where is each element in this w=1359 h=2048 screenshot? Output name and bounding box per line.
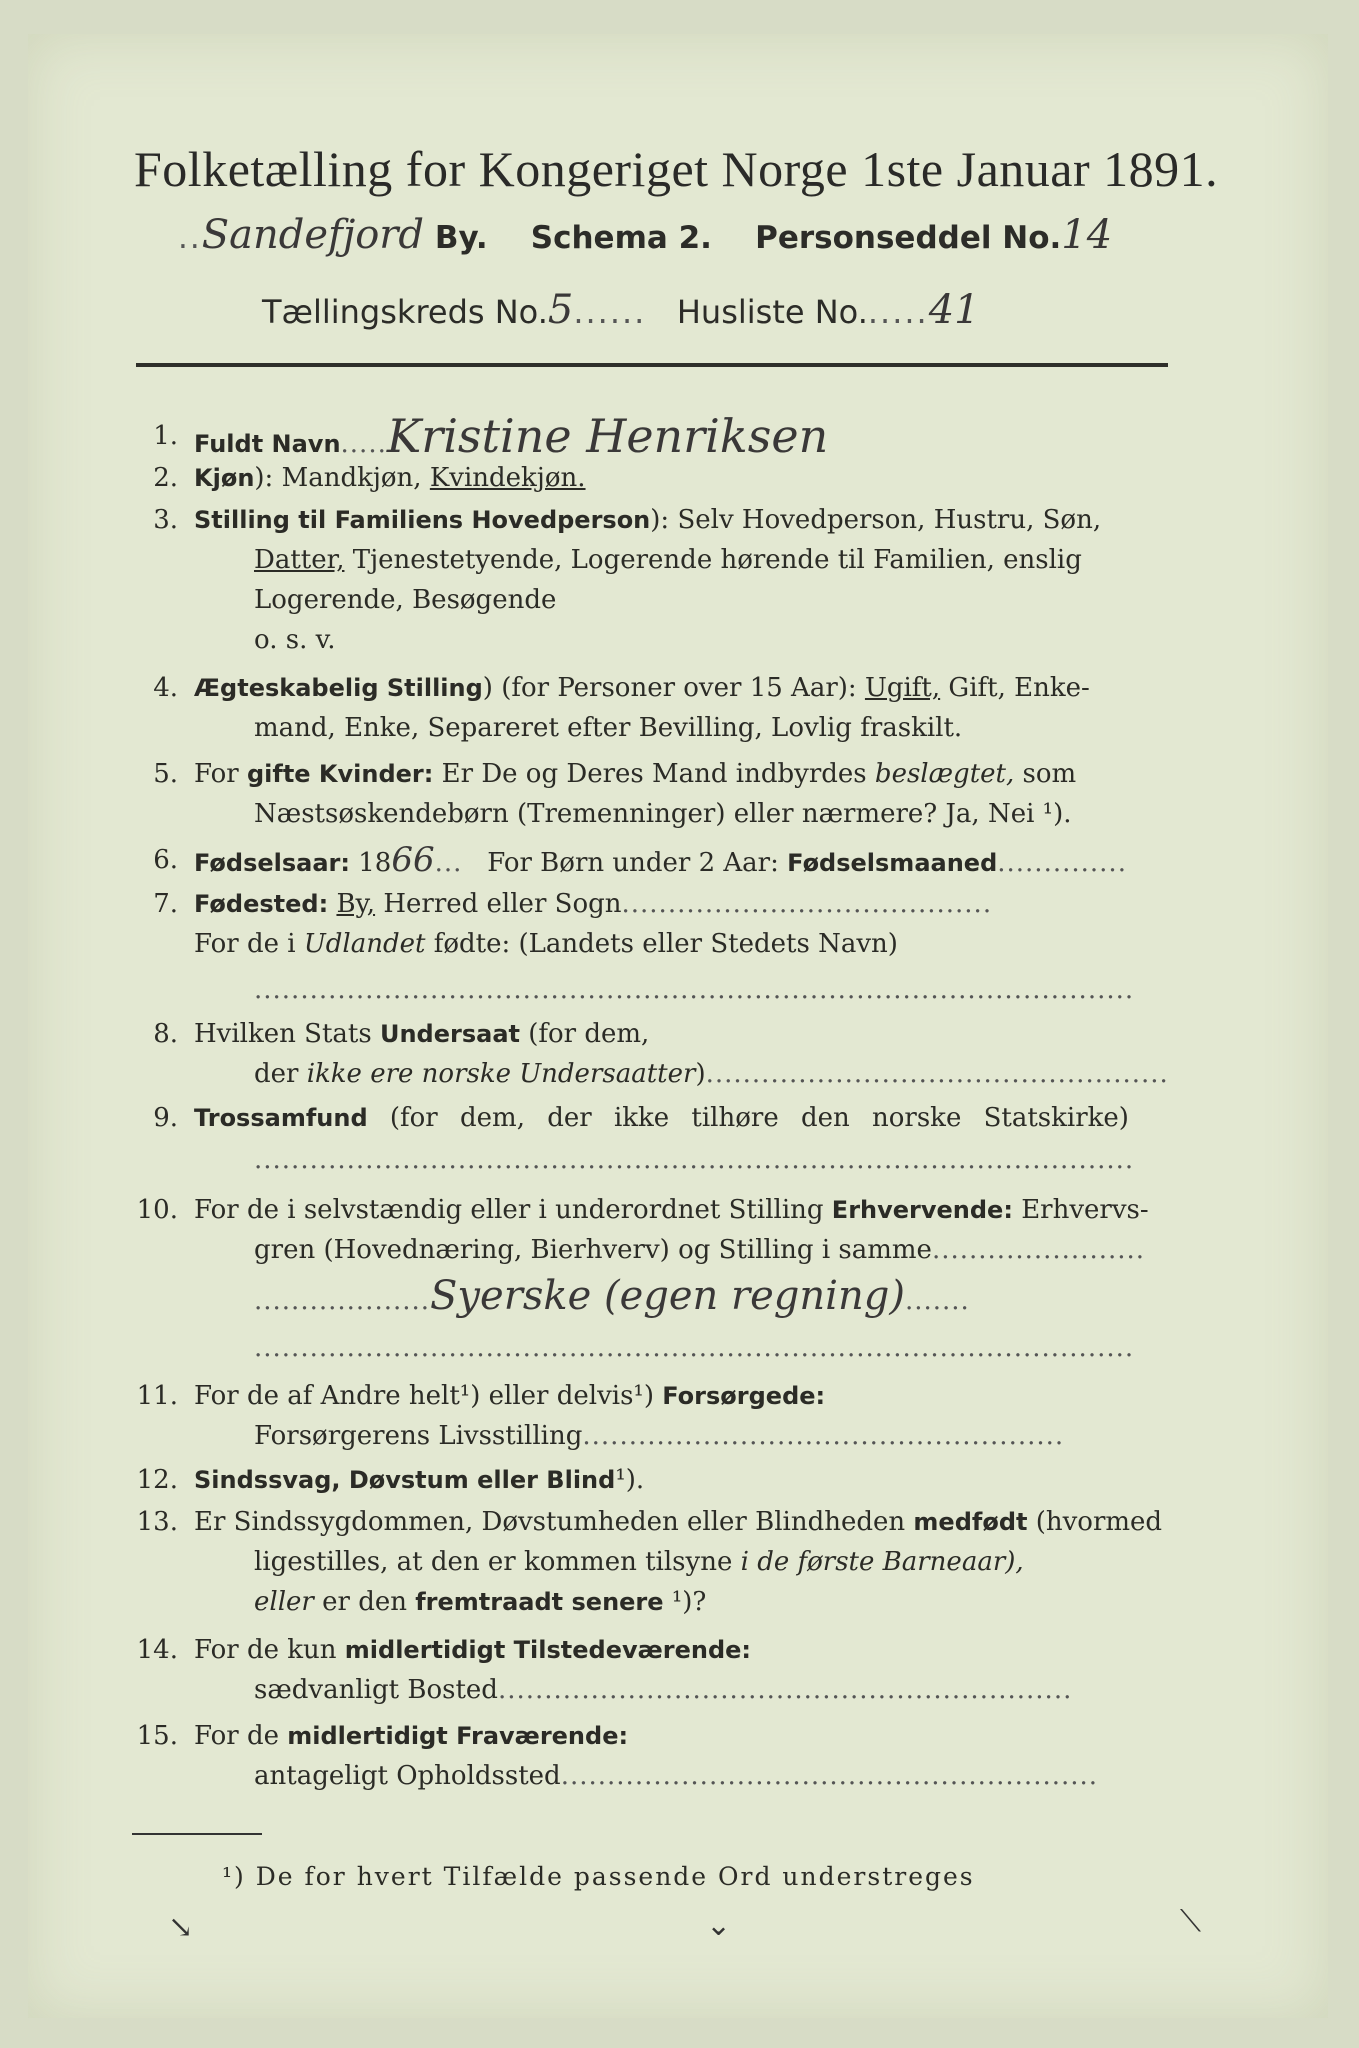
husliste-label: Husliste No. <box>676 293 868 331</box>
label-erhvervende: Erhvervende: <box>831 1196 1013 1224</box>
place-handwritten: Sandefjord <box>201 212 425 258</box>
by-label: By. <box>434 220 488 256</box>
form-title: Folketælling for Kongeriget Norge 1ste Januar 1891. <box>134 141 1219 197</box>
label-trossamfund: Trossamfund <box>194 1104 368 1132</box>
label-fravaerende: midlertidigt Fraværende: <box>287 1722 629 1750</box>
footnote: ¹) De for hvert Tilfælde passende Ord understreges <box>222 1862 975 1891</box>
schema-label: Schema 2. <box>530 220 712 256</box>
corner-mark: ⟍ <box>1180 1904 1201 1939</box>
kreds-number: 5 <box>547 287 574 333</box>
kreds-label: Tællingskreds No. <box>262 293 548 331</box>
header-line-kreds: Tællingskreds No.5...... Husliste No......41 <box>262 287 980 333</box>
label-kjon: Kjøn <box>194 464 255 492</box>
header-line-by: ..Sandefjord By. Schema 2. Personseddel No.14 <box>178 212 1113 258</box>
birthplace-selected: By, <box>336 889 376 919</box>
occupation-handwritten: Syerske (egen regning) <box>430 1273 905 1319</box>
marital-selected: Ugift, <box>864 673 941 703</box>
label-aegteskab: Ægteskabelig Stilling <box>194 674 483 702</box>
label-gifte-kvinder: gifte Kvinder: <box>246 760 434 788</box>
label-sindssvag: Sindssvag, Døvstum eller Blind <box>194 1466 616 1494</box>
husliste-number: 41 <box>928 287 980 333</box>
label-forsorgede: Forsørgede: <box>662 1382 826 1410</box>
header-divider <box>136 363 1168 367</box>
label-stilling: Stilling til Familiens Hovedperson <box>194 506 651 534</box>
center-mark: ⌄ <box>706 1908 732 1943</box>
footnote-divider <box>132 1833 262 1835</box>
personseddel-number: 14 <box>1061 212 1113 258</box>
name-handwritten: Kristine Henriksen <box>386 409 829 463</box>
label-fodested: Fødested: <box>194 890 329 918</box>
relation-selected: Datter, <box>254 545 345 575</box>
sex-selected: Kvindekjøn. <box>429 463 586 493</box>
label-medfodt: medfødt <box>913 1508 1028 1536</box>
label-fuldt-navn: Fuldt Navn <box>194 430 341 458</box>
label-tilstedevaerende: midlertidigt Tilstedeværende: <box>344 1636 752 1664</box>
birth-year-handwritten: 66 <box>391 840 435 880</box>
corner-mark: ↘ <box>168 1910 194 1945</box>
personseddel-label: Personseddel No. <box>755 220 1062 256</box>
label-fodselsaar: Fødselsaar: <box>194 849 350 877</box>
label-undersaat: Undersaat <box>379 1020 520 1048</box>
